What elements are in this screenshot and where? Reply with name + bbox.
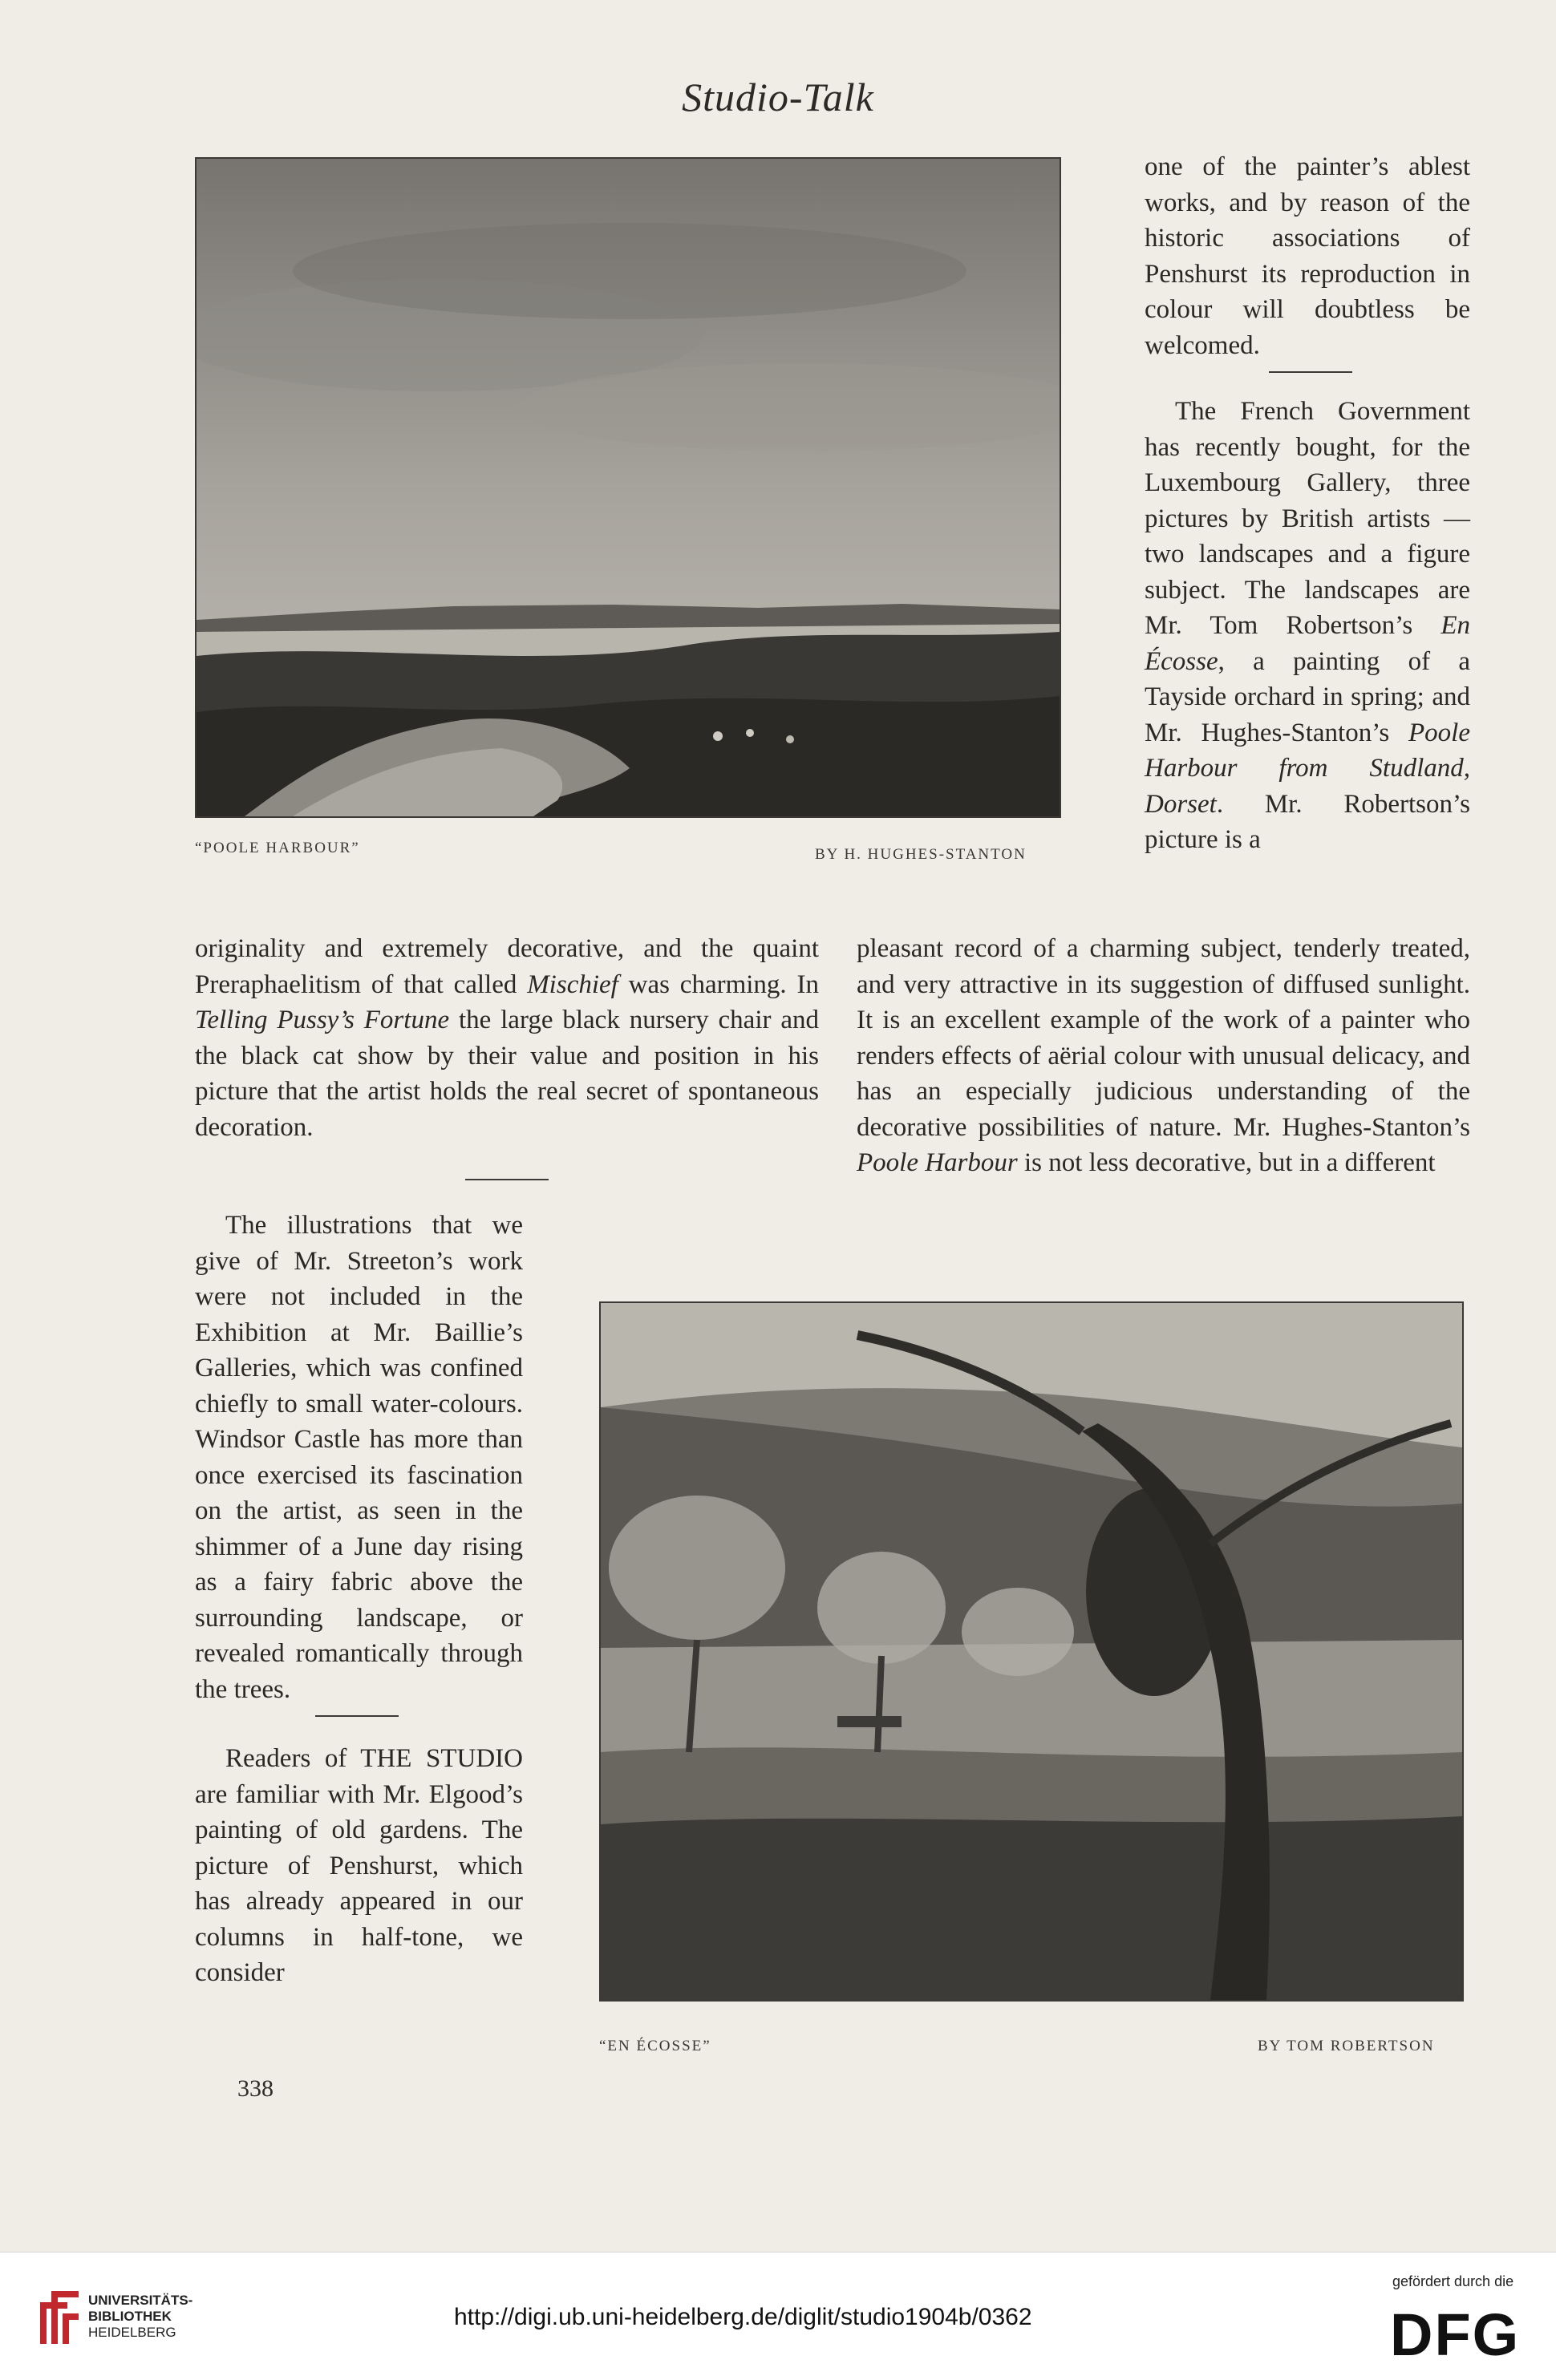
poole-harbour-image — [197, 159, 1060, 816]
running-header: Studio-Talk — [682, 75, 874, 119]
caption-en-ecosse-artist: BY TOM ROBERTSON — [1258, 2038, 1435, 2054]
funded-by-text: gefördert durch die — [1392, 2273, 1514, 2289]
library-name: UNIVERSITÄTS- BIBLIOTHEK HEIDELBERG — [88, 2293, 193, 2340]
caption-poole-harbour-title: “POOLE HARBOUR” — [195, 840, 360, 856]
figure-poole-harbour — [195, 157, 1061, 818]
page-number: 338 — [237, 2075, 274, 2102]
text-right-top — [1145, 149, 1470, 858]
paragraph-pleasant-record: pleasant record of a charming subject, tenderly treated, and very attractive in its suggestion of diffused sunlight. It is an excellent example of the work of a painter who renders effects of aërial colour with unusual delicacy, and has an especially judicious understanding of the decorative possibilities of nature. Mr. Hughes-Stanton’s Poole Harbour is not less decorative, but in a different — [857, 934, 1470, 1177]
section-divider — [465, 1179, 549, 1180]
text-left-lower — [195, 1208, 523, 1991]
permalink-url[interactable]: http://digi.ub.uni-heidelberg.de/diglit/studio1904b/0362 — [454, 2304, 1032, 2330]
text-left-middle — [195, 931, 819, 1145]
paragraph-streeton: The illustrations that we give of Mr. Streeton’s work were not included in the Exhibition at Mr. Baillie’s Galleries, which was confined chiefly to small water-colours. Windsor Castle has more than once exercised its fascination on the artist, as seen in the shimmer of a June day rising as a fairy fabric above the surrounding landscape, or revealed romantically through the trees. — [195, 1211, 523, 1704]
caption-poole-harbour-artist: BY H. HUGHES-STANTON — [815, 846, 1027, 863]
footer-bar — [0, 2252, 1556, 2380]
paragraph-elgood: Readers of THE STUDIO are familiar with Mr. Elgood’s painting of old gardens. The picture of Penshurst, which has already appeared in our columns in half-tone, we consider — [195, 1744, 523, 1987]
paragraph-originality: originality and extremely decorative, and the quaint Preraphaelitism of that called Mischief was charming. In Telling Pussy’s Fortune the large black nursery chair and the black cat show by their value and position in his picture that the artist holds the real secret of spontaneous decoration. — [195, 934, 819, 1142]
funder-logo: DFG — [1390, 2301, 1521, 2368]
section-divider — [1269, 371, 1352, 373]
caption-en-ecosse-title: “EN ÉCOSSE” — [599, 2038, 711, 2054]
figure-en-ecosse — [599, 1301, 1464, 2002]
en-ecosse-image — [601, 1303, 1462, 2000]
library-logo-icon — [35, 2286, 83, 2349]
text-right-middle — [857, 931, 1470, 1181]
paragraph-penshurst-end: one of the painter’s ablest works, and by reason of the historic associations of Penshurst its reproduction in colour will doubtless be welcomed. — [1145, 152, 1470, 360]
paragraph-french-government: The French Government has recently bought, for the Luxembourg Gallery, three pictures by British artists — two landscapes and a figure subject. The landscapes are Mr. Tom Robertson’s En Écosse, a painting of a Tayside orchard in spring; and Mr. Hughes-Stanton’s Poole Harbour from Studland, Dorset. Mr. Robertson’s picture is a — [1145, 397, 1470, 854]
section-divider — [315, 1715, 399, 1717]
